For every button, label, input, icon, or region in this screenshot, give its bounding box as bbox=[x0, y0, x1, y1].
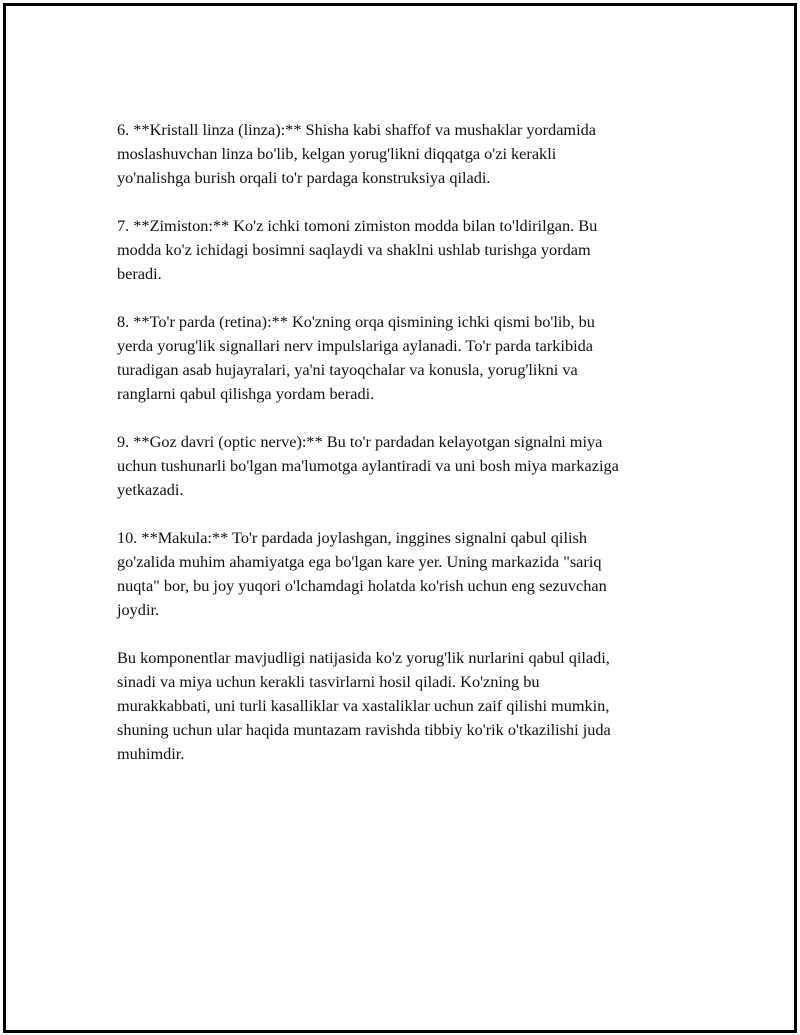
paragraph-makula: 10. **Makula:** To'r pardada joylashgan, inggines signalni qabul qilish go'zalida muhim ahamiyatga ega bo'lgan kare yer. Uning markazida "sariq nuqta" bor, bu joy yuqori o'lchamdagi holatda ko'rish uchun eng sezuvchan joydir. bbox=[117, 528, 607, 619]
paragraph-zimiston: 7. **Zimiston:** Ko'z ichki tomoni zimiston modda bilan to'ldirilgan. Bu modda ko'z ichidagi bosimni saqlaydi va shaklni ushlab turishga yordam beradi. bbox=[117, 216, 598, 283]
document-body bbox=[117, 118, 707, 790]
paragraph-tor-parda: 8. **To'r parda (retina):** Ko'zning orqa qismining ichki qismi bo'lib, bu yerda yorug'lik signallari nerv impulslariga aylanadi. To'r parda tarkibida turadigan asab hujayralari, ya'ni tayoqchalar va konusla, yorug'likni va ranglarni qabul qilishga yordam beradi. bbox=[117, 312, 595, 403]
paragraph-conclusion: Bu komponentlar mavjudligi natijasida ko'z yorug'lik nurlarini qabul qiladi, sinadi va miya uchun kerakli tasvirlarni hosil qiladi. Ko'zning bu murakkabbati, uni turli kasalliklar va xastaliklar uchun zaif qilishi mumkin, shuning uchun ular haqida muntazam ravishda tibbiy ko'rik o'tkazilishi juda muhimdir. bbox=[117, 648, 611, 763]
paragraph-kristall-linza: 6. **Kristall linza (linza):** Shisha kabi shaffof va mushaklar yordamida moslashuvchan linza bo'lib, kelgan yorug'likni diqqatga o'zi kerakli yo'nalishga burish orqali to'r pardaga konstruksiya qiladi. bbox=[117, 120, 596, 187]
paragraph-goz-davri: 9. **Goz davri (optic nerve):** Bu to'r pardadan kelayotgan signalni miya uchun tushunarli bo'lgan ma'lumotga aylantiradi va uni bosh miya markaziga yetkazadi. bbox=[117, 432, 619, 499]
